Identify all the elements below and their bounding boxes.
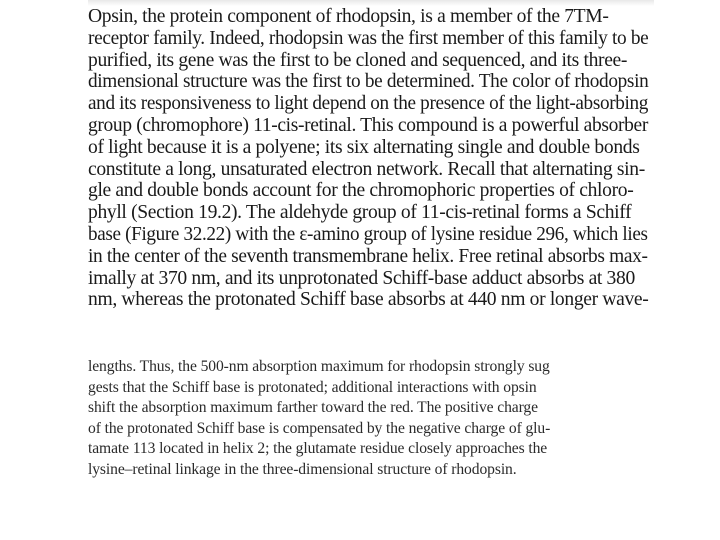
text-line: nm, whereas the protonated Schiff base absorbs at 440 nm or longer wave- xyxy=(88,289,649,311)
text-line: lysine–retinal linkage in the three-dimensional structure of rhodopsin. xyxy=(88,460,517,478)
text-line: in the center of the seventh transmembrane helix. Free retinal absorbs max- xyxy=(88,245,648,267)
text-line: of the protonated Schiff base is compensated by the negative charge of glu- xyxy=(88,419,551,437)
paragraph-small-type xyxy=(88,357,648,480)
text-line: phyll (Section 19.2). The aldehyde group of 11-cis-retinal forms a Schiff xyxy=(88,202,632,224)
text-line: dimensional structure was the first to be determined. The color of rhodopsin xyxy=(88,71,649,93)
text-line: shift the absorption maximum farther toward the red. The positive charge xyxy=(88,399,538,416)
text-line: imally at 370 nm, and its unprotonated Schiff-base adduct absorbs at 380 xyxy=(88,267,635,289)
text-line: tamate 113 located in helix 2; the glutamate residue closely approaches the xyxy=(88,440,548,457)
text-line: lengths. Thus, the 500-nm absorption maximum for rhodopsin strongly sug xyxy=(88,358,550,375)
text-line: gle and double bonds account for the chromophoric properties of chloro- xyxy=(88,180,634,202)
text-line: constitute a long, unsaturated electron network. Recall that alternating sin- xyxy=(88,158,645,180)
text-line: of light because it is a polyene; its six alternating single and double bonds xyxy=(88,136,640,158)
text-line: Opsin, the protein component of rhodopsin, is a member of the 7TM- xyxy=(88,6,609,27)
paragraph-large-type xyxy=(88,6,648,311)
text-line: and its responsiveness to light depend on the presence of the light-absorbing xyxy=(88,93,649,115)
text-line: receptor family. Indeed, rhodopsin was the first member of this family to be xyxy=(88,27,649,49)
text-line: gests that the Schiff base is protonated; additional interactions with opsin xyxy=(88,378,537,396)
text-line: base (Figure 32.22) with the ε-amino group of lysine residue 296, which lies xyxy=(88,223,648,245)
text-line: purified, its gene was the first to be cloned and sequenced, and its three- xyxy=(88,49,628,71)
text-line: group (chromophore) 11-cis-retinal. This compound is a powerful absorber xyxy=(88,114,648,136)
